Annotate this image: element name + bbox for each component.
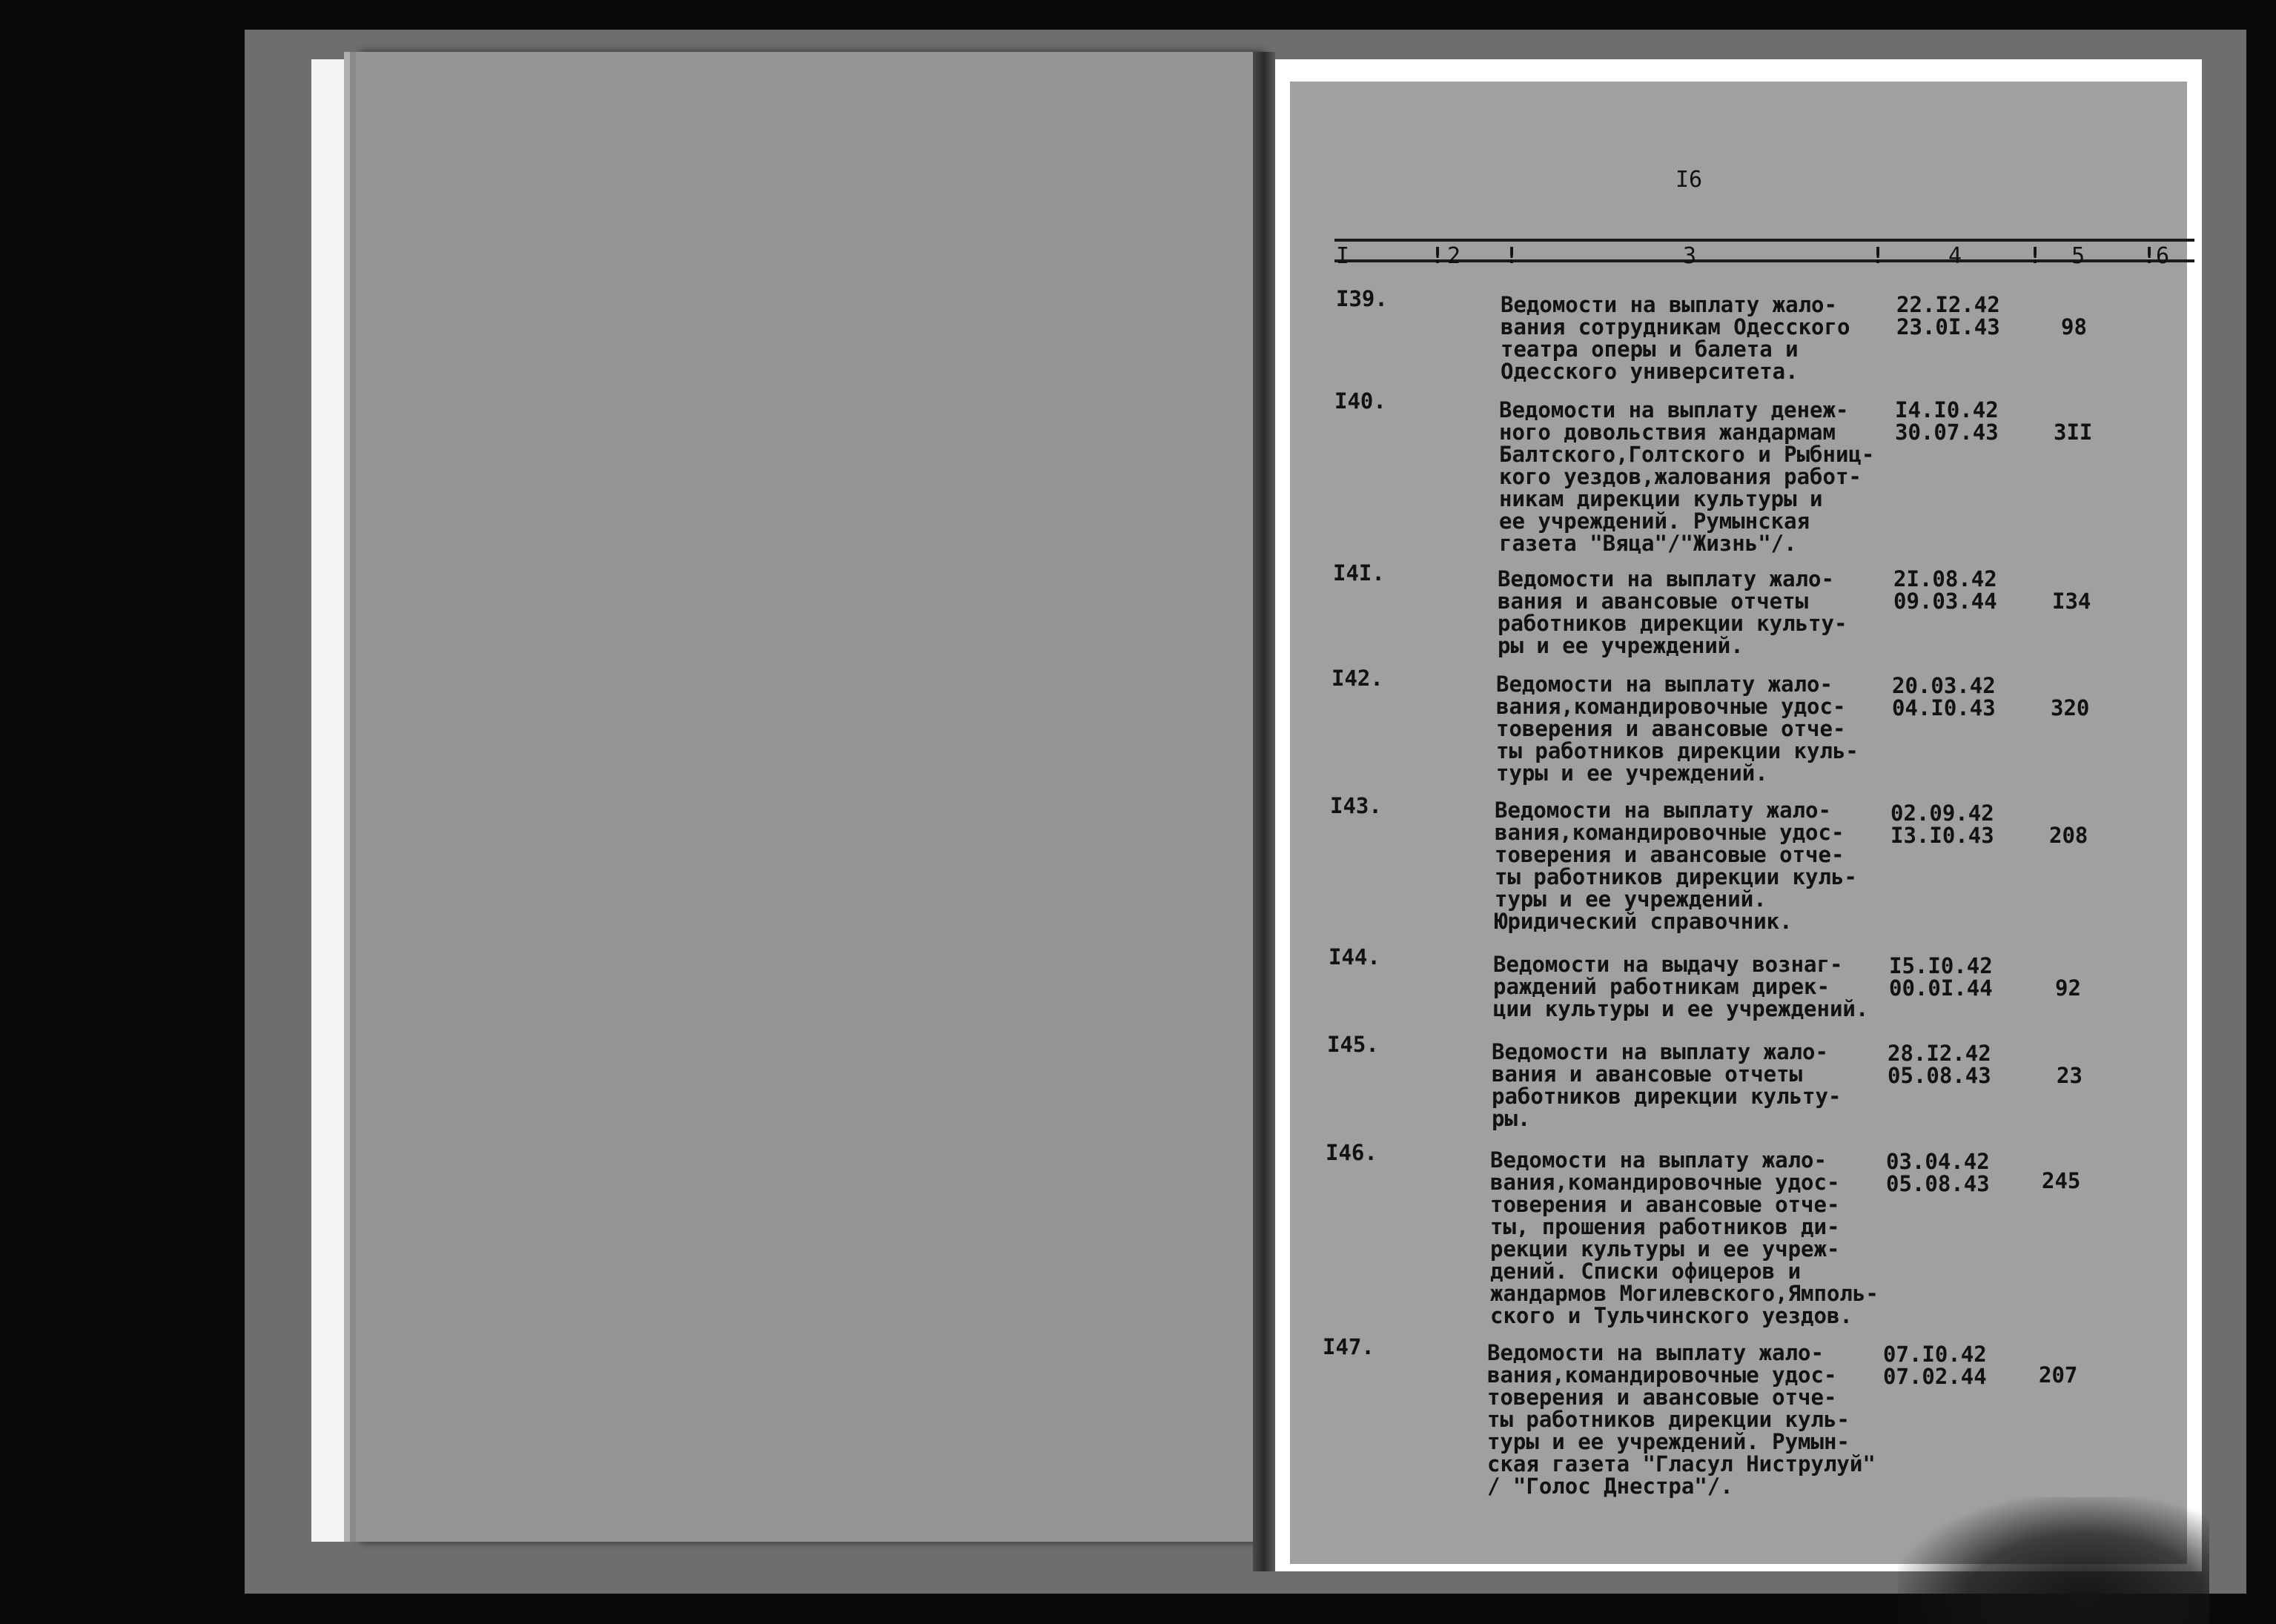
entry-sheet-count: 23 bbox=[2057, 1063, 2083, 1088]
entry-description: Ведомости на выплату жало- вания,командировочные удос- товерения и авансовые отче- ты работников дирекции куль- туры и ее учреждений. Юридический справочник. bbox=[1495, 798, 1857, 934]
entry-number: I43. bbox=[1330, 793, 1382, 818]
entry-dates: 22.I2.42 23.0I.43 bbox=[1896, 292, 2000, 339]
entry-number: I4I. bbox=[1333, 560, 1385, 586]
photo-shadow bbox=[1898, 1497, 2209, 1624]
entry-dates: 20.03.42 04.I0.43 bbox=[1892, 673, 1996, 720]
left-blank-page bbox=[356, 52, 1260, 1542]
entry-sheet-count: 320 bbox=[2051, 695, 2090, 720]
entry-sheet-count: 92 bbox=[2055, 975, 2081, 1001]
entry-description: Ведомости на выплату жало- вания,командировочные удос- товерения и авансовые отче- ты работников дирекции куль- туры и ее учреждений. Румын- ская газета "Гласул Ниструлуй" / "Голос Днестра"/. bbox=[1487, 1340, 1876, 1499]
entry-number: I40. bbox=[1334, 388, 1386, 414]
column-header-5: 5 bbox=[2071, 243, 2085, 269]
column-separator: ! bbox=[2143, 243, 2157, 269]
column-header-1: I bbox=[1336, 243, 1350, 269]
inventory-page bbox=[1290, 82, 2187, 1564]
entry-sheet-count: I34 bbox=[2052, 589, 2091, 614]
entry-dates: I4.I0.42 30.07.43 bbox=[1895, 397, 1999, 445]
entry-number: I46. bbox=[1326, 1140, 1377, 1165]
entry-dates: 03.04.42 05.08.43 bbox=[1886, 1149, 1990, 1196]
entry-sheet-count: 208 bbox=[2049, 823, 2088, 848]
page-edge bbox=[311, 59, 356, 1542]
entry-number: I42. bbox=[1331, 666, 1383, 691]
entry-description: Ведомости на выплату жало- вания,командировочные удос- товерения и авансовые отче- ты работников дирекции куль- туры и ее учреждений. bbox=[1496, 672, 1859, 786]
entry-number: I39. bbox=[1336, 286, 1388, 311]
entry-dates: 28.I2.42 05.08.43 bbox=[1888, 1041, 1991, 1088]
entry-description: Ведомости на выдачу вознаг- раждений работникам дирек- ции культуры и ее учреждений. bbox=[1493, 952, 1869, 1021]
column-header-4: 4 bbox=[1948, 243, 1962, 269]
column-separator: ! bbox=[2028, 243, 2042, 269]
entry-dates: 2I.08.42 09.03.44 bbox=[1893, 566, 1997, 614]
entry-dates: 02.09.42 I3.I0.43 bbox=[1890, 801, 1994, 848]
entry-dates: 07.I0.42 07.02.44 bbox=[1883, 1342, 1987, 1389]
column-separator: ! bbox=[1871, 243, 1885, 269]
entry-sheet-count: 207 bbox=[2039, 1362, 2078, 1388]
entry-description: Ведомости на выплату жало- вания сотрудникам Одесского театра оперы и балета и Одесского университета. bbox=[1501, 292, 1850, 384]
column-header-3: 3 bbox=[1683, 243, 1697, 269]
table-top-rule bbox=[1334, 239, 2194, 242]
column-separator: ! bbox=[1431, 243, 1445, 269]
column-header-2: 2 bbox=[1447, 243, 1461, 269]
entry-description: Ведомости на выплату жало- вания и авансовые отчеты работников дирекции культу- ры и ее учреждений. bbox=[1498, 566, 1847, 658]
book-spine bbox=[1253, 52, 1275, 1571]
column-header-6: 6 bbox=[2156, 243, 2170, 269]
entry-number: I45. bbox=[1327, 1032, 1379, 1057]
table-header-rule bbox=[1334, 259, 2194, 262]
entry-description: Ведомости на выплату жало- вания и авансовые отчеты работников дирекции культу- ры. bbox=[1492, 1039, 1842, 1131]
page-number: I6 bbox=[1675, 167, 1703, 193]
entry-number: I47. bbox=[1323, 1334, 1374, 1359]
entry-description: Ведомости на выплату жало- вания,командировочные удос- товерения и авансовые отче- ты, прошения работников ди- рекции культуры и ее учреж- дений. Списки офицеров и жандармов Могилевского,Ямполь- ского и Тульчинского уездов. bbox=[1490, 1147, 1879, 1328]
entry-description: Ведомости на выплату денеж- ного довольствия жандармам Балтского,Голтского и Рыбниц- кого уездов,жалования работ- никам дирекции культуры и ее учреждений. Румынская газета "Вяца"/"Жизнь"/. bbox=[1499, 397, 1875, 556]
entry-number: I44. bbox=[1329, 944, 1380, 970]
entry-sheet-count: 3II bbox=[2054, 420, 2093, 445]
entry-dates: I5.I0.42 00.0I.44 bbox=[1889, 953, 1993, 1001]
entry-sheet-count: 245 bbox=[2042, 1168, 2081, 1193]
entry-sheet-count: 98 bbox=[2061, 314, 2087, 339]
column-separator: ! bbox=[1505, 243, 1519, 269]
